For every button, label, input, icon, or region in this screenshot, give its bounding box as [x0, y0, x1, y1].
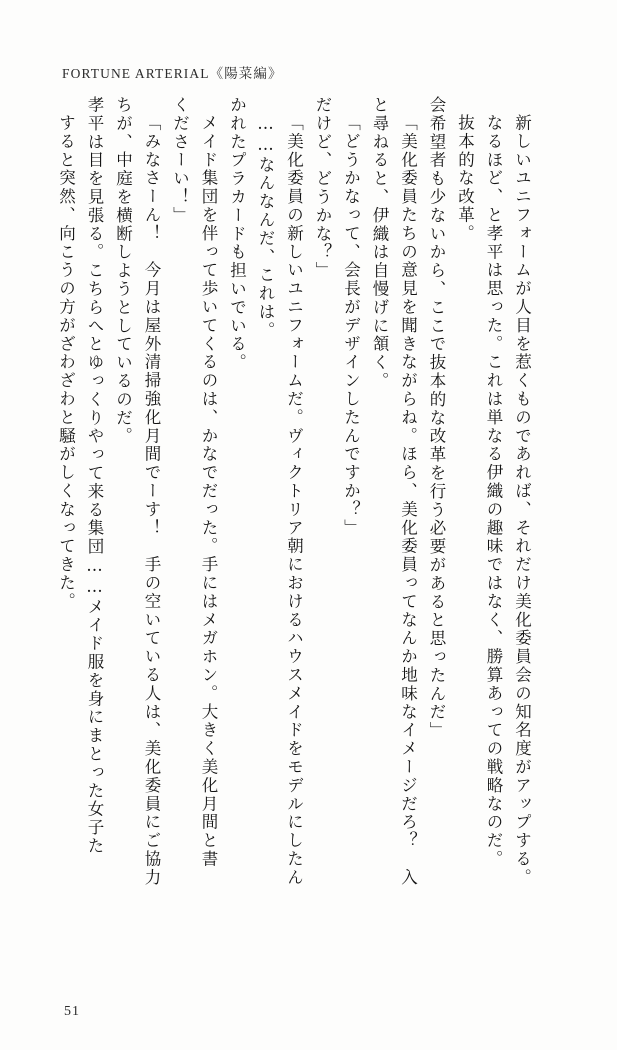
text-column: ちが、中庭を横断しようとしているのだ。 — [113, 96, 133, 446]
text-column: ……なんなんだ、これは。 — [256, 114, 275, 340]
text-column: と尋ねると、伊織は自慢げに頷く。 — [370, 96, 389, 391]
text-column: 「美化委員たちの意見を聞きながらね。ほら、美化委員ってなんか地味なイメージだろ？ 入 — [398, 114, 418, 887]
text-column: 「どうかなって、会長がデザインしたんですか？」 — [341, 114, 361, 538]
body-text-columns — [45, 96, 565, 956]
text-column: だけど、どうかな？」 — [313, 96, 332, 280]
text-column: 「みなさーん！ 今月は屋外清掃強化月間でーす！ 手の空いている人は、美化委員にご協力 — [142, 114, 161, 887]
text-column: くださーい！」 — [170, 96, 190, 225]
text-column: 抜本的な改革。 — [455, 114, 475, 243]
text-column: 孝平は目を見張る。こちらへとゆっくりやって来る集団……メイド服を身にまとった女子た — [85, 96, 104, 856]
text-column: メイド集団を伴って歩いてくるのは、かなでだった。手にはメガホン。大きく美化月間と書 — [199, 114, 218, 869]
running-header: FORTUNE ARTERIAL《陽菜編》 — [62, 66, 283, 81]
text-column: 新しいユニフォームが人目を惹くものであれば、それだけ美化委員会の知名度がアップする。 — [512, 114, 532, 887]
text-column: 「美化委員の新しいユニフォームだ。ヴィクトリア朝におけるハウスメイドをモデルにしたん — [284, 114, 304, 887]
page-number: 51 — [64, 1004, 80, 1019]
text-column: 会希望者も少ないから、ここで抜本的な改革を行う必要があると思ったんだ」 — [427, 96, 446, 740]
text-column: すると突然、向こうの方がざわざわと騒がしくなってきた。 — [56, 114, 76, 611]
text-column: なるほど、と孝平は思った。これは単なる伊織の趣味ではなく、勝算あっての戦略なのだ。 — [484, 114, 503, 869]
text-column: かれたプラカードも担いでいる。 — [227, 96, 247, 372]
